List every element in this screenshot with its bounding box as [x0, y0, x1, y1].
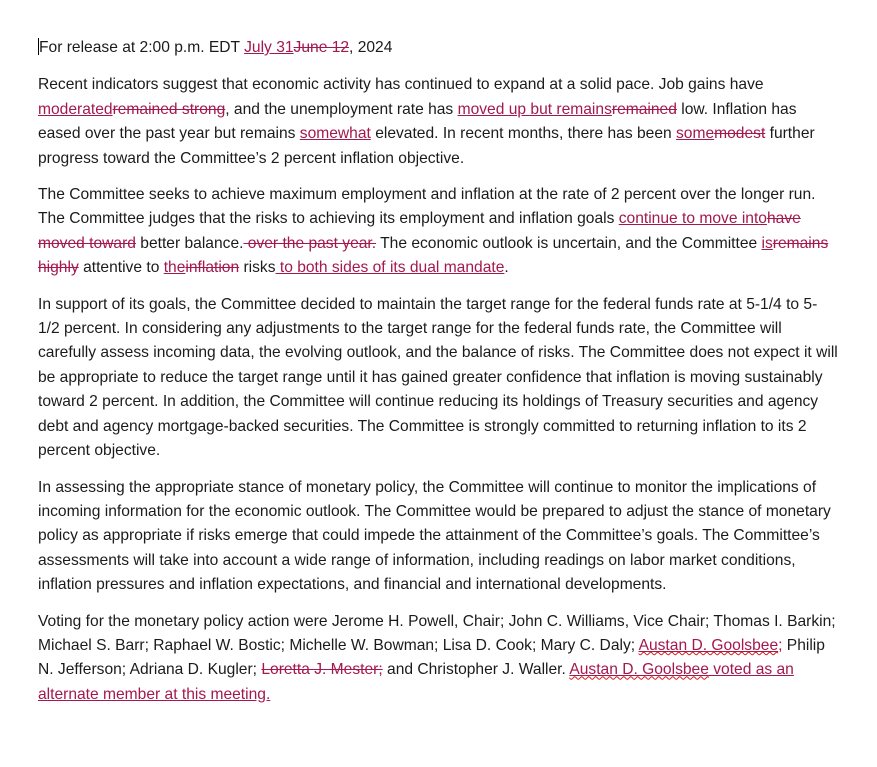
tracked-insertion: somewhat	[299, 125, 371, 143]
release-line	[38, 36, 838, 60]
text-run: Philip N. Jefferson; Adriana D. Kugler;	[38, 636, 825, 679]
text-run: , 2024	[349, 39, 393, 56]
text-run: risks	[239, 259, 276, 277]
text-run: The economic outlook is uncertain, and the Committee	[376, 234, 762, 252]
tracked-insertion: July 31	[244, 39, 294, 56]
text-run: The Committee seeks to achieve maximum employment and inflation at the rate of 2 percent over the longer run. The Committee judges that the risks to achieving its employment and inflation goals	[38, 186, 816, 228]
tracked-insertion: the	[163, 259, 186, 277]
tracked-deletion: remained	[611, 100, 677, 118]
text-run: .	[504, 259, 509, 277]
text-run: further progress toward the Committee’s 2 percent inflation objective.	[38, 125, 815, 167]
paragraph	[38, 183, 838, 281]
tracked-deletion: have moved toward	[38, 210, 801, 252]
text-run: attentive to	[78, 259, 164, 277]
tracked-insertion: moved up but remains	[457, 100, 612, 118]
spelling-flag[interactable]: Austan D. Goolsbee	[569, 661, 709, 679]
text-run: Voting for the monetary policy action were Jerome H. Powell, Chair; John C. Williams, Vice Chair; Thomas I. Barkin; Michael S. Barr; Raphael W. Bostic; Michelle W. Bowman; Lisa D. Cook; Mary C. Daly;	[38, 612, 836, 654]
text-run: Recent indicators suggest that economic activity has continued to expand at a solid pace. Job gains have	[38, 76, 764, 94]
paragraph	[38, 293, 838, 464]
tracked-insertion: some	[676, 125, 715, 143]
text-run: elevated. In recent months, there has been	[370, 125, 676, 143]
tracked-deletion: June 12	[293, 39, 350, 56]
paragraph	[38, 73, 838, 171]
text-run: , and the unemployment rate has	[225, 100, 458, 118]
text-run: For release at 2:00 p.m. EDT	[39, 39, 245, 56]
tracked-deletion: remains highly	[38, 234, 829, 277]
tracked-deletion: modest	[714, 125, 766, 143]
tracked-deletion: remained strong	[112, 100, 226, 118]
tracked-deletion: over the past year.	[243, 234, 377, 252]
tracked-deletion: Loretta J. Mester;	[261, 661, 383, 679]
text-run: In assessing the appropriate stance of monetary policy, the Committee will continue to monitor the implications of incoming information for the economic outlook. The Committee would be prepared to adjust the stance of monetary policy as appropriate if risks emerge that could impede the attainment of the Committee’s goals. The Committee’s assessments will take into account a wide range of information, including readings on labor market conditions, inflation pressures and inflation expectations, and financial and international developments.	[38, 478, 831, 594]
tracked-insertion: continue to move into	[618, 210, 767, 228]
text-run: In support of its goals, the Committee decided to maintain the target range for the federal funds rate at 5-1/4 to 5-1/2 percent. In considering any adjustments to the target range for the federal funds rate, the Committee will carefully assess incoming data, the evolving outlook, and the balance of risks. The Committee does not expect it will be appropriate to reduce the target range until it has gained greater confidence that inflation is moving sustainably toward 2 percent. In addition, the Committee will continue reducing its holdings of Treasury securities and agency debt and agency mortgage-backed securities. The Committee is strongly committed to returning inflation to its 2 percent objective.	[38, 295, 838, 460]
spelling-flag[interactable]: Austan D. Goolsbee	[638, 636, 779, 654]
tracked-insertion: is	[761, 234, 773, 252]
tracked-insertion: to both sides of its dual mandate	[275, 259, 505, 277]
tracked-insertion: Austan D. Goolsbee;	[638, 636, 783, 654]
text-run: and Christopher J. Waller.	[382, 661, 570, 679]
statement-paragraphs	[38, 73, 838, 707]
tracked-insertion: Austan D. Goolsbee voted as an alternate member at this meeting.	[38, 661, 794, 703]
paragraph	[38, 476, 838, 598]
release-text	[39, 39, 392, 56]
tracked-deletion: inflation	[185, 259, 240, 277]
document-body[interactable]	[38, 36, 838, 719]
text-run: low. Inflation has eased over the past year but remains	[38, 100, 797, 143]
tracked-insertion: moderated	[38, 100, 113, 118]
text-run: better balance.	[135, 234, 244, 252]
paragraph	[38, 610, 838, 708]
